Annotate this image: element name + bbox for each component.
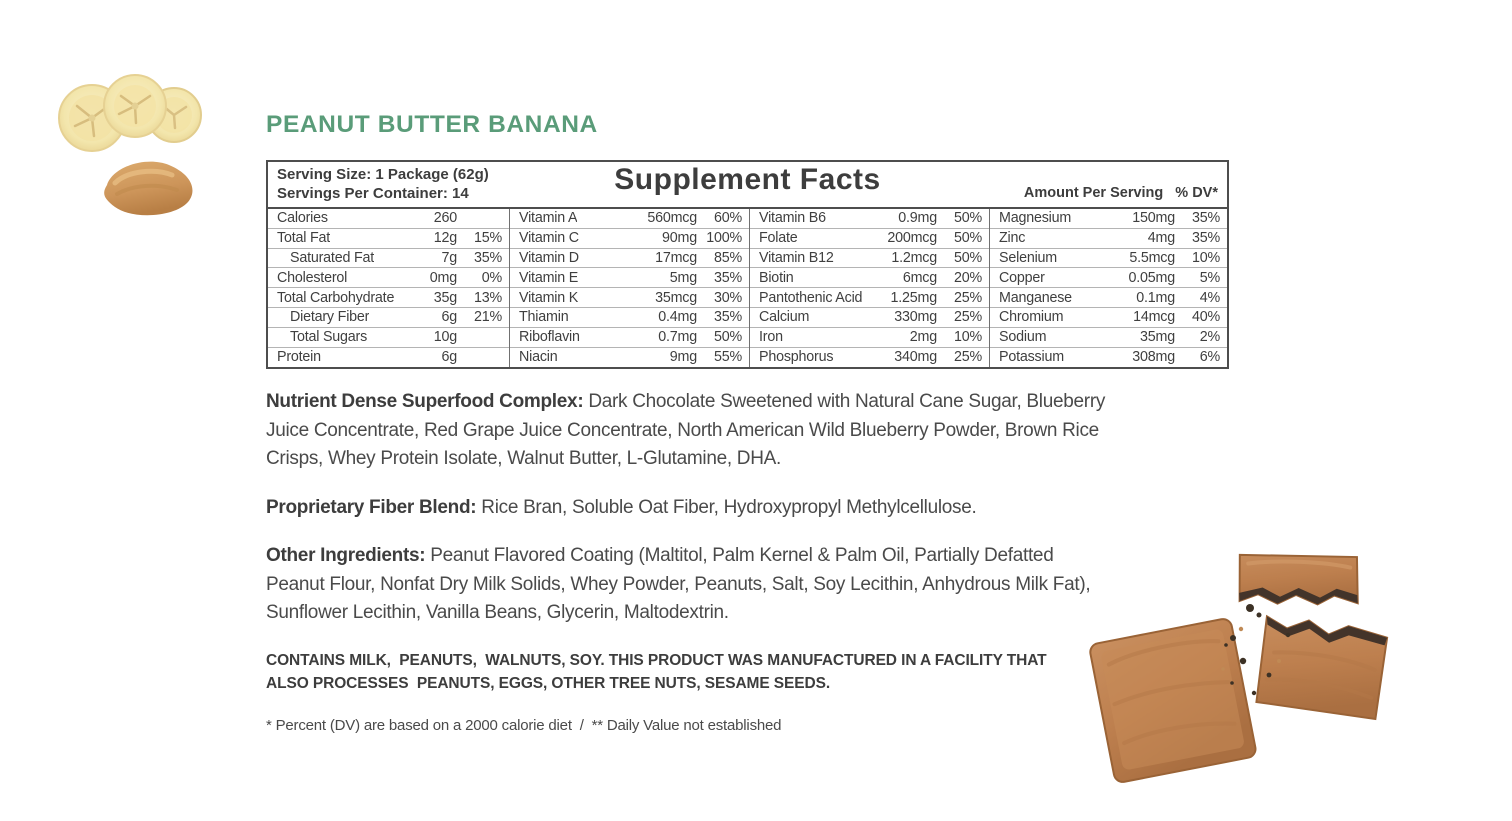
- nutrient-amount: 340mg: [894, 349, 937, 366]
- nutrient-dv: 15%: [473, 230, 502, 247]
- facts-row: [750, 209, 989, 229]
- nutrient-amount: 0.7mg: [658, 329, 697, 346]
- facts-header: [268, 162, 1227, 209]
- nutrient-dv: 35%: [713, 269, 742, 286]
- facts-title: Supplement Facts: [614, 163, 881, 196]
- superfood-complex-label: Nutrient Dense Superfood Complex:: [266, 391, 584, 412]
- other-ingredients-paragraph: [266, 542, 1114, 628]
- nutrient-name: Vitamin E: [519, 269, 579, 286]
- nutrient-name: Magnesium: [999, 210, 1072, 227]
- dv-footnote: * Percent (DV) are based on a 2000 calorie diet / ** Daily Value not established: [266, 717, 782, 734]
- facts-row: [990, 229, 1227, 249]
- nutrient-amount: 560mcg: [647, 210, 697, 227]
- broken-bar-bottom-piece: [1251, 611, 1392, 725]
- nutrient-name: Calcium: [759, 309, 810, 326]
- nutrient-dv: 100%: [706, 230, 742, 247]
- nutrient-amount: 0.1mg: [1136, 289, 1175, 306]
- nutrient-name: Iron: [759, 329, 783, 346]
- product-title: PEANUT BUTTER BANANA: [266, 111, 598, 138]
- nutrient-name: Chromium: [999, 309, 1064, 326]
- nutrient-dv: 85%: [713, 249, 742, 266]
- nutrient-amount: 35g: [433, 289, 457, 306]
- nutrient-dv: 50%: [953, 230, 982, 247]
- nutrient-dv: 2%: [1199, 329, 1220, 346]
- nutrient-amount: 308mg: [1132, 349, 1175, 366]
- nutrient-dv: 4%: [1199, 289, 1220, 306]
- facts-row: [990, 268, 1227, 288]
- nutrient-dv: 35%: [1191, 210, 1220, 227]
- nutrient-amount: 4mg: [1147, 230, 1175, 247]
- nutrient-amount: 5.5mcg: [1129, 249, 1175, 266]
- nutrient-name: Biotin: [759, 269, 794, 286]
- whole-bar: [1089, 618, 1257, 784]
- nutrient-name: Total Fat: [277, 230, 331, 247]
- nutrient-name: Vitamin K: [519, 289, 579, 306]
- nutrient-amount: 0.4mg: [658, 309, 697, 326]
- facts-row: [268, 209, 509, 229]
- nutrient-name: Riboflavin: [519, 329, 580, 346]
- fiber-blend-paragraph: [266, 494, 1114, 523]
- facts-body: [268, 209, 1227, 367]
- nutrient-amount: 1.2mcg: [891, 249, 937, 266]
- facts-row: [268, 288, 509, 308]
- nutrient-amount: 330mg: [894, 309, 937, 326]
- facts-row: [510, 229, 749, 249]
- facts-row: [510, 209, 749, 229]
- amount-per-serving-header: [1024, 185, 1218, 201]
- peanut-butter-dollop: [104, 162, 192, 216]
- nutrient-amount: 6g: [441, 349, 457, 366]
- nutrient-dv: 35%: [713, 309, 742, 326]
- facts-row: [750, 268, 989, 288]
- facts-row: [750, 249, 989, 269]
- facts-row: [268, 308, 509, 328]
- facts-row: [750, 348, 989, 368]
- amount-header-label: Amount Per Serving: [1023, 185, 1164, 201]
- superfood-complex-text: Dark Chocolate Sweetened with Natural Cane Sugar, Blueberry Juice Concentrate, Red Grape Juice Concentrate, North American Wild Blueberry Powder, Brown Rice Crisps, Whey Protein Isolate, Walnut Butter, L-Glutamine, DHA.: [266, 391, 1106, 469]
- facts-column-macros: [268, 209, 509, 367]
- nutrient-dv: 25%: [953, 289, 982, 306]
- nutrient-name: Calories: [277, 210, 328, 227]
- nutrient-name: Thiamin: [519, 309, 569, 326]
- nutrient-amount: 35mcg: [655, 289, 697, 306]
- nutrient-name: Vitamin D: [519, 249, 579, 266]
- nutrient-amount: 1.25mg: [890, 289, 937, 306]
- supplement-facts-panel: [266, 160, 1229, 369]
- nutrient-dv: 20%: [953, 269, 982, 286]
- fiber-blend-text: Rice Bran, Soluble Oat Fiber, Hydroxypropyl Methylcellulose.: [476, 497, 977, 518]
- nutrient-amount: 150mg: [1132, 210, 1175, 227]
- facts-row: [990, 209, 1227, 229]
- facts-row: [990, 328, 1227, 348]
- nutrient-amount: 0.05mg: [1128, 269, 1175, 286]
- facts-column-vitamins-1: [509, 209, 749, 367]
- nutrient-name: Vitamin A: [519, 210, 578, 227]
- nutrient-dv: 35%: [473, 249, 502, 266]
- nutrient-amount: 260: [433, 210, 457, 227]
- nutrient-name: Manganese: [999, 289, 1072, 306]
- facts-row: [510, 288, 749, 308]
- facts-row: [268, 268, 509, 288]
- nutrient-name: Selenium: [999, 249, 1058, 266]
- facts-row: [990, 348, 1227, 368]
- nutrient-name: Folate: [759, 230, 798, 247]
- nutrient-dv: 0%: [481, 269, 502, 286]
- superfood-complex-paragraph: [266, 388, 1114, 474]
- peanut-butter-bars-image: [1083, 543, 1427, 791]
- facts-row: [750, 328, 989, 348]
- nutrient-amount: 12g: [433, 230, 457, 247]
- nutrient-amount: 9mg: [669, 349, 697, 366]
- facts-row: [268, 348, 509, 368]
- nutrient-dv: 60%: [713, 210, 742, 227]
- facts-row: [750, 288, 989, 308]
- other-ingredients-label: Other Ingredients:: [266, 545, 426, 566]
- fiber-blend-label: Proprietary Fiber Blend:: [266, 497, 477, 518]
- dv-header-label: % DV*: [1175, 185, 1218, 201]
- facts-row: [990, 249, 1227, 269]
- nutrient-amount: 0mg: [429, 269, 457, 286]
- nutrient-name: Potassium: [999, 349, 1064, 366]
- nutrient-name: Total Sugars: [290, 329, 368, 346]
- nutrient-name: Total Carbohydrate: [277, 289, 395, 306]
- nutrient-amount: 0.9mg: [898, 210, 937, 227]
- nutrient-dv: 25%: [953, 349, 982, 366]
- nutrient-amount: 6mcg: [902, 269, 937, 286]
- nutrient-amount: 14mcg: [1133, 309, 1175, 326]
- facts-row: [750, 308, 989, 328]
- nutrient-dv: 50%: [713, 329, 742, 346]
- facts-row: [268, 328, 509, 348]
- nutrient-dv: 10%: [953, 329, 982, 346]
- nutrient-amount: 200mcg: [887, 230, 937, 247]
- nutrient-name: Dietary Fiber: [290, 309, 370, 326]
- facts-column-vitamins-2: [749, 209, 989, 367]
- nutrient-name: Cholesterol: [277, 269, 348, 286]
- nutrient-amount: 6g: [441, 309, 457, 326]
- facts-column-minerals: [989, 209, 1227, 367]
- nutrient-dv: 35%: [1191, 230, 1220, 247]
- nutrient-name: Niacin: [519, 349, 558, 366]
- facts-row: [510, 308, 749, 328]
- nutrient-dv: 13%: [473, 289, 502, 306]
- nutrient-amount: 35mg: [1140, 329, 1175, 346]
- servings-per-container: Servings Per Container: 14: [277, 184, 469, 202]
- banana-peanut-butter-image: [55, 68, 207, 224]
- facts-row: [510, 328, 749, 348]
- facts-row: [268, 229, 509, 249]
- nutrient-name: Zinc: [999, 230, 1026, 247]
- nutrient-dv: 50%: [953, 210, 982, 227]
- serving-size: Serving Size: 1 Package (62g): [277, 166, 489, 183]
- facts-row: [268, 249, 509, 269]
- nutrient-name: Saturated Fat: [290, 249, 375, 266]
- nutrient-amount: 17mcg: [655, 249, 697, 266]
- facts-row: [510, 249, 749, 269]
- nutrient-amount: 5mg: [669, 269, 697, 286]
- facts-row: [750, 229, 989, 249]
- nutrient-name: Sodium: [999, 329, 1047, 346]
- nutrient-amount: 90mg: [662, 230, 697, 247]
- other-ingredients-text: Peanut Flavored Coating (Maltitol, Palm Kernel & Palm Oil, Partially Defatted Peanut Flour, Nonfat Dry Milk Solids, Whey Powder, Peanuts, Salt, Soy Lecithin, Anhydrous Milk Fat), Sunflower Lecithin, Vanilla Beans, Glycerin, Maltodextrin.: [266, 545, 1091, 623]
- nutrient-dv: 25%: [953, 309, 982, 326]
- nutrient-dv: 30%: [713, 289, 742, 306]
- nutrient-dv: 6%: [1199, 349, 1220, 366]
- nutrient-dv: 40%: [1191, 309, 1220, 326]
- nutrient-name: Vitamin C: [519, 230, 579, 247]
- nutrient-name: Protein: [277, 349, 321, 366]
- nutrient-dv: 50%: [953, 249, 982, 266]
- nutrient-dv: 21%: [473, 309, 502, 326]
- allergen-statement: CONTAINS MILK, PEANUTS, WALNUTS, SOY. THIS PRODUCT WAS MANUFACTURED IN A FACILITY THAT ALSO PROCESSES PEANUTS, EGGS, OTHER TREE NUTS, SESAME SEEDS.: [266, 652, 1051, 692]
- nutrient-name: Copper: [999, 269, 1045, 286]
- nutrient-name: Pantothenic Acid: [759, 289, 863, 306]
- broken-bar-top-piece: [1237, 549, 1361, 609]
- facts-row: [990, 288, 1227, 308]
- nutrient-amount: 10g: [433, 329, 457, 346]
- facts-row: [990, 308, 1227, 328]
- nutrient-dv: 10%: [1191, 249, 1220, 266]
- nutrient-name: Vitamin B12: [759, 249, 834, 266]
- nutrient-dv: 55%: [713, 349, 742, 366]
- nutrient-name: Phosphorus: [759, 349, 834, 366]
- nutrient-dv: 5%: [1199, 269, 1220, 286]
- banana-slice: [104, 75, 166, 137]
- facts-row: [510, 268, 749, 288]
- nutrient-name: Vitamin B6: [759, 210, 826, 227]
- nutrient-amount: 7g: [441, 249, 457, 266]
- facts-row: [510, 348, 749, 368]
- nutrient-amount: 2mg: [909, 329, 937, 346]
